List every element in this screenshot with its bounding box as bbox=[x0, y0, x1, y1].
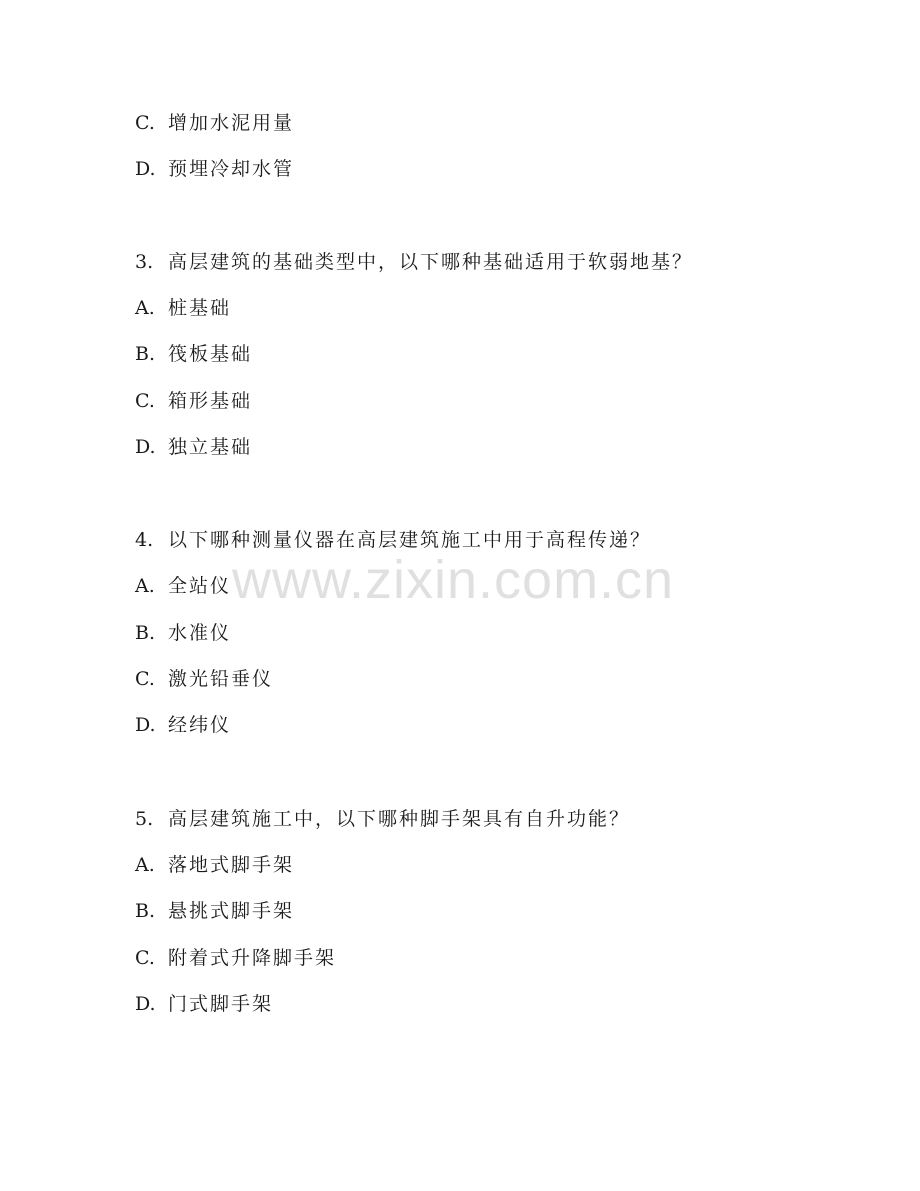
watermark: www.zixin.com.cn bbox=[232, 550, 675, 610]
option-label: A. bbox=[135, 854, 155, 876]
option-text: 独立基础 bbox=[168, 436, 253, 458]
option-text: 增加水泥用量 bbox=[168, 112, 295, 134]
option-label: B. bbox=[135, 622, 156, 644]
option-text: 悬挑式脚手架 bbox=[168, 900, 295, 922]
question-text: 高层建筑的基础类型中，以下哪种基础适用于软弱地基？ bbox=[168, 251, 694, 273]
option-row bbox=[135, 296, 231, 320]
question-number: 3. bbox=[135, 251, 154, 273]
option-label: C. bbox=[135, 112, 155, 134]
question-text: 以下哪种测量仪器在高层建筑施工中用于高程传递？ bbox=[168, 529, 652, 551]
option-row bbox=[135, 157, 294, 181]
option-text: 预埋冷却水管 bbox=[168, 158, 295, 180]
option-row bbox=[135, 667, 273, 691]
question-number: 5. bbox=[135, 808, 154, 830]
option-text: 水准仪 bbox=[168, 622, 232, 644]
question-text: 高层建筑施工中，以下哪种脚手架具有自升功能？ bbox=[168, 808, 631, 830]
question-row bbox=[135, 807, 630, 831]
option-text: 桩基础 bbox=[168, 297, 232, 319]
option-label: B. bbox=[135, 343, 156, 365]
option-label: C. bbox=[135, 947, 155, 969]
option-label: C. bbox=[135, 668, 155, 690]
option-text: 附着式升降脚手架 bbox=[168, 947, 337, 969]
option-label: D. bbox=[135, 436, 156, 458]
option-text: 箱形基础 bbox=[168, 390, 253, 412]
option-row bbox=[135, 713, 231, 737]
option-label: A. bbox=[135, 575, 155, 597]
option-label: C. bbox=[135, 390, 155, 412]
option-text: 全站仪 bbox=[168, 575, 232, 597]
option-row bbox=[135, 899, 294, 923]
option-row bbox=[135, 111, 294, 135]
option-text: 激光铅垂仪 bbox=[168, 668, 274, 690]
question-row bbox=[135, 250, 693, 274]
option-label: D. bbox=[135, 158, 156, 180]
option-row bbox=[135, 435, 252, 459]
option-label: B. bbox=[135, 900, 156, 922]
option-label: D. bbox=[135, 993, 156, 1015]
option-row bbox=[135, 853, 294, 877]
option-row bbox=[135, 342, 252, 366]
option-label: A. bbox=[135, 297, 155, 319]
option-text: 门式脚手架 bbox=[168, 993, 274, 1015]
option-text: 落地式脚手架 bbox=[168, 854, 295, 876]
option-row bbox=[135, 574, 231, 598]
option-row bbox=[135, 621, 231, 645]
option-row bbox=[135, 946, 336, 970]
option-row bbox=[135, 992, 273, 1016]
question-number: 4. bbox=[135, 529, 154, 551]
option-label: D. bbox=[135, 714, 156, 736]
option-text: 经纬仪 bbox=[168, 714, 232, 736]
option-row bbox=[135, 389, 252, 413]
option-text: 筏板基础 bbox=[168, 343, 253, 365]
